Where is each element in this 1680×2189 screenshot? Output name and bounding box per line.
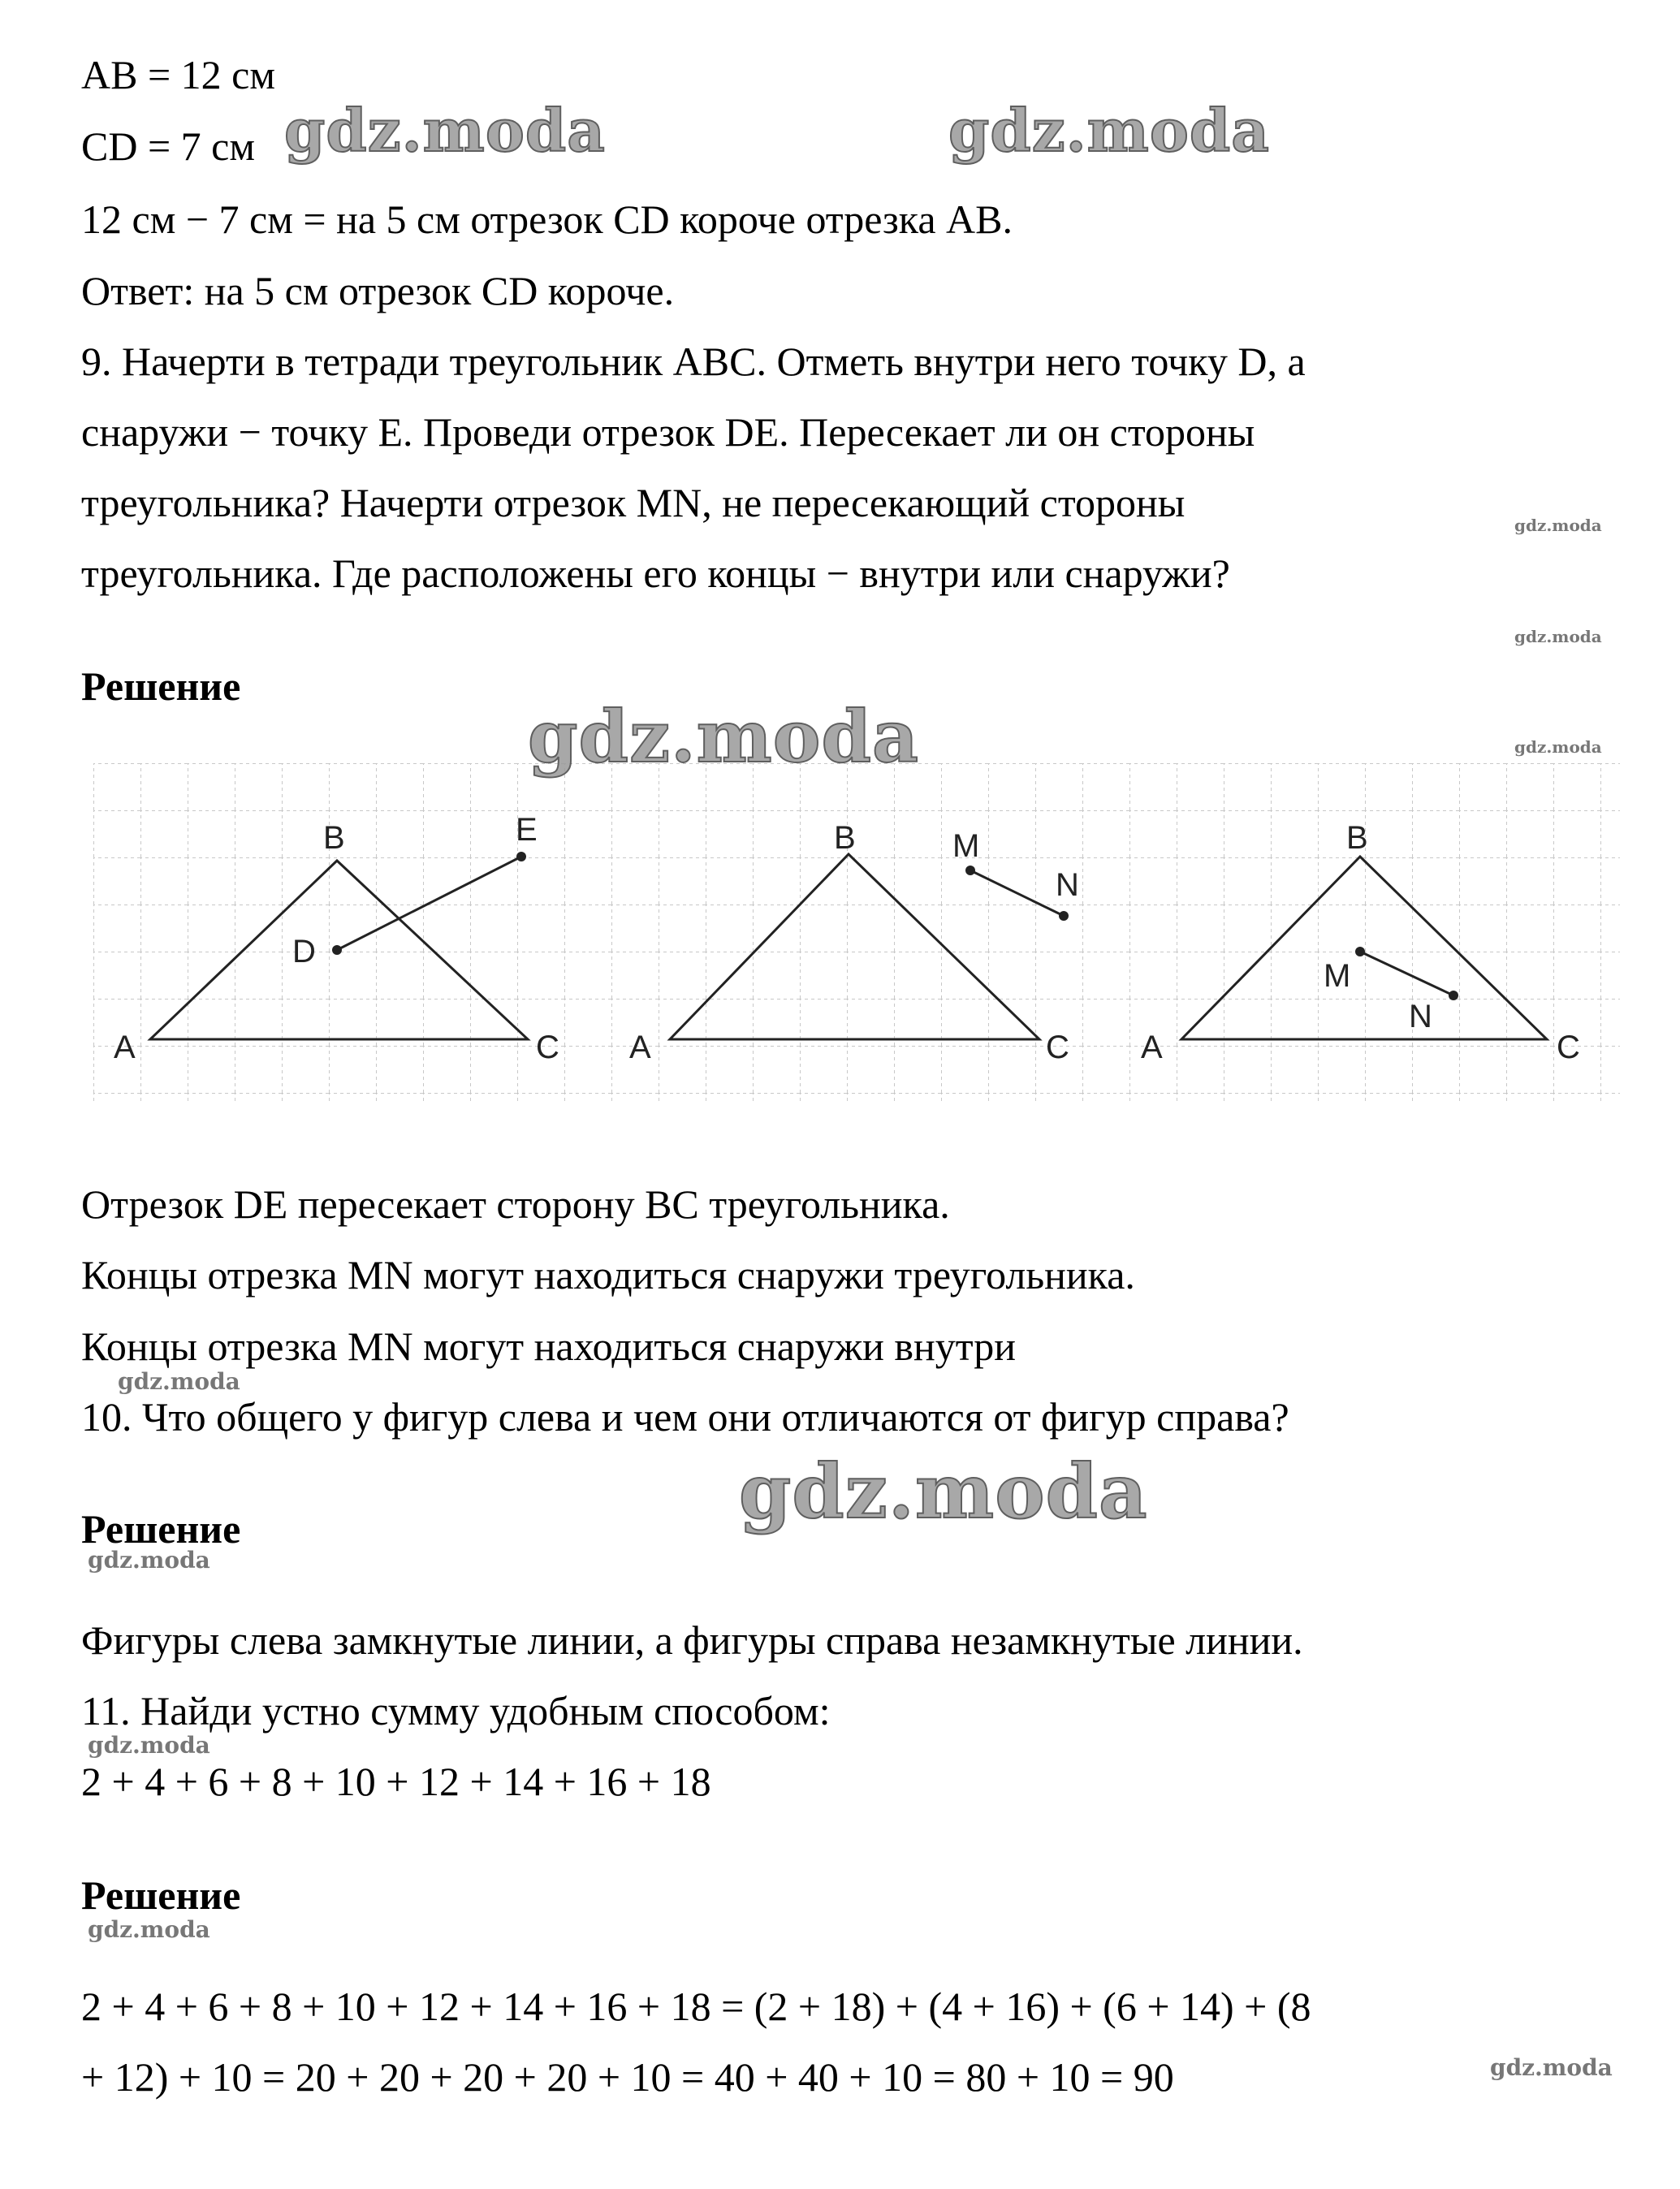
label-c-3: C bbox=[1557, 1030, 1580, 1065]
label-n-2: N bbox=[1056, 867, 1079, 903]
point-m-2 bbox=[965, 866, 975, 875]
answer11-line1: 2 + 4 + 6 + 8 + 10 + 12 + 14 + 16 + 18 = (2 + 18) + (4 + 16) + (6 + 14) + (8 bbox=[81, 1984, 1311, 2029]
label-n-3: N bbox=[1409, 999, 1432, 1034]
solution-heading-1: Решение bbox=[81, 663, 241, 709]
watermark-large-3: gdz.moda bbox=[528, 694, 920, 779]
label-m-3: M bbox=[1324, 958, 1351, 994]
label-a-1: A bbox=[114, 1030, 136, 1065]
watermark-small-5: gdz.moda bbox=[88, 1547, 210, 1574]
point-d bbox=[332, 945, 342, 955]
watermark-small-8: gdz.moda bbox=[1490, 2054, 1613, 2081]
label-a-3: A bbox=[1141, 1030, 1163, 1065]
watermark-small-3: gdz.moda bbox=[1514, 737, 1602, 757]
watermark-small-6: gdz.moda bbox=[88, 1732, 210, 1759]
label-b-1: B bbox=[323, 820, 345, 856]
watermark-small-7: gdz.moda bbox=[88, 1916, 210, 1943]
point-e bbox=[516, 852, 526, 861]
task11-line2: 2 + 4 + 6 + 8 + 10 + 12 + 14 + 16 + 18 bbox=[81, 1759, 711, 1804]
task11-line1: 11. Найди устно сумму удобным способом: bbox=[81, 1688, 831, 1733]
answer9-line1: Отрезок DE пересекает сторону BC треугольника. bbox=[81, 1181, 950, 1227]
text-line-answer: Ответ: на 5 см отрезок CD короче. bbox=[81, 268, 675, 313]
point-n-2 bbox=[1059, 911, 1069, 921]
watermark-large-2: gdz.moda bbox=[948, 96, 1270, 165]
task9-line4: треугольника. Где расположены его концы − внутри или снаружи? bbox=[81, 550, 1230, 596]
watermark-large-4: gdz.moda bbox=[739, 1448, 1148, 1535]
task9-line2: снаружи − точку E. Проведи отрезок DE. Пересекает ли он стороны bbox=[81, 409, 1255, 455]
label-d-1: D bbox=[292, 934, 316, 969]
text-line-ab: AB = 12 см bbox=[81, 52, 275, 97]
watermark-small-2: gdz.moda bbox=[1514, 627, 1602, 646]
text-line-difference: 12 см − 7 см = на 5 см отрезок CD короче отрезка AB. bbox=[81, 196, 1013, 242]
label-b-3: B bbox=[1346, 820, 1368, 856]
label-a-2: A bbox=[629, 1030, 651, 1065]
answer9-line3: Концы отрезка MN могут находиться снаружи внутри bbox=[81, 1323, 1016, 1369]
solution-heading-2: Решение bbox=[81, 1506, 241, 1552]
label-e-1: E bbox=[516, 812, 538, 848]
answer9-line2: Концы отрезка MN могут находиться снаружи треугольника. bbox=[81, 1252, 1135, 1297]
task10-line: 10. Что общего у фигур слева и чем они отличаются от фигур справа? bbox=[81, 1394, 1289, 1440]
watermark-small-1: gdz.moda bbox=[1514, 516, 1602, 535]
solution-heading-3: Решение bbox=[81, 1872, 241, 1918]
triangles-figure bbox=[93, 763, 1620, 1112]
point-n-3 bbox=[1449, 991, 1458, 1000]
label-m-2: M bbox=[952, 828, 980, 864]
answer10-line: Фигуры слева замкнутые линии, а фигуры справа незамкнутые линии. bbox=[81, 1617, 1303, 1663]
watermark-small-4: gdz.moda bbox=[118, 1368, 240, 1395]
task9-line3: треугольника? Начерти отрезок MN, не пересекающий стороны bbox=[81, 480, 1186, 525]
answer11-line2: + 12) + 10 = 20 + 20 + 20 + 20 + 10 = 40 + 40 + 10 = 80 + 10 = 90 bbox=[81, 2054, 1174, 2100]
text-line-cd: CD = 7 см bbox=[81, 123, 255, 169]
task9-line1: 9. Начерти в тетради треугольник ABC. Отметь внутри него точку D, а bbox=[81, 339, 1306, 384]
point-m-3 bbox=[1355, 947, 1365, 956]
label-c-1: C bbox=[536, 1030, 559, 1065]
grid-background bbox=[93, 763, 1620, 1104]
watermark-large-1: gdz.moda bbox=[284, 96, 606, 165]
label-b-2: B bbox=[834, 820, 856, 856]
label-c-2: C bbox=[1046, 1030, 1069, 1065]
